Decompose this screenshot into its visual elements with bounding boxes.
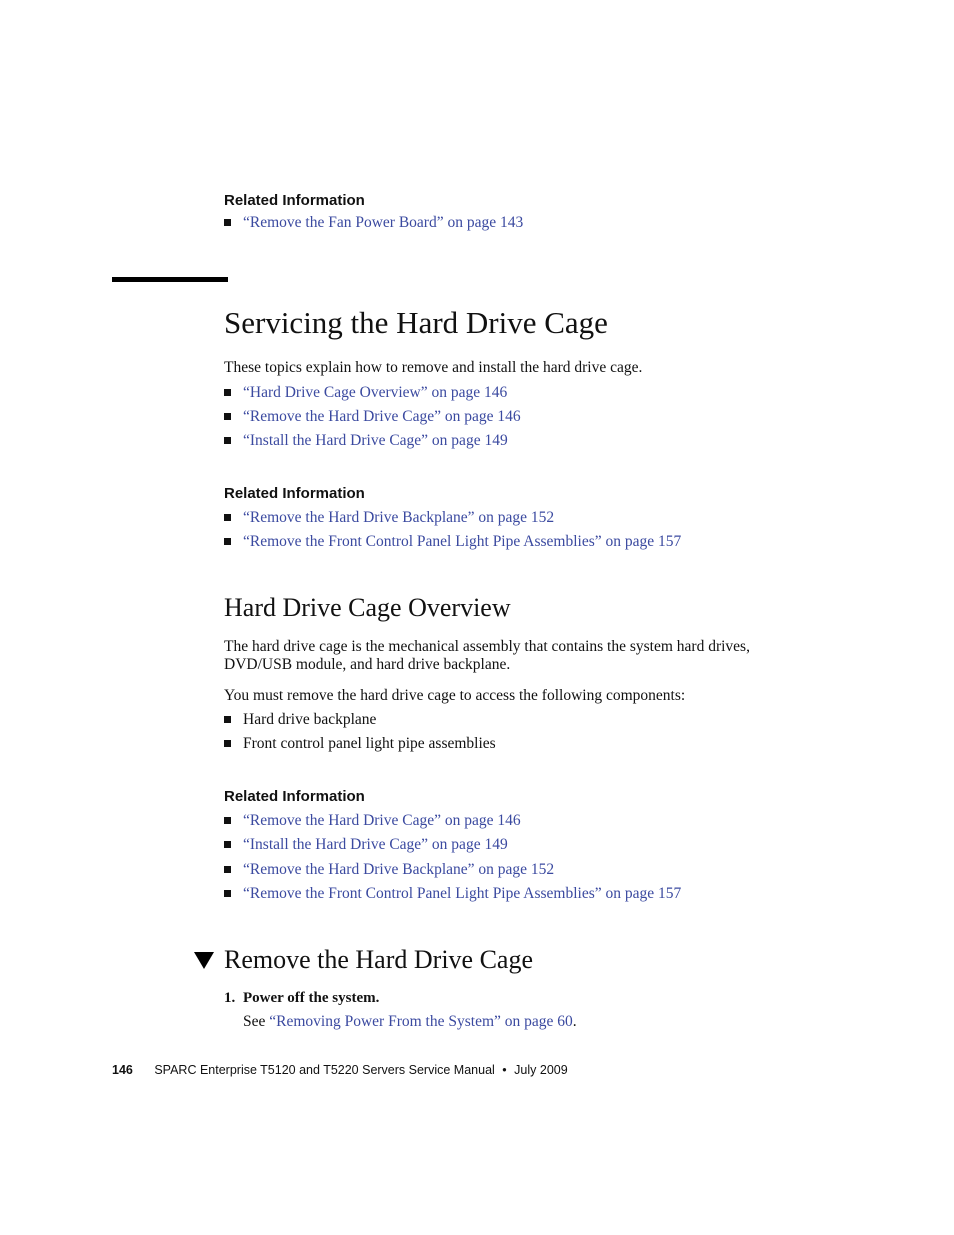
bullet-icon: [224, 413, 231, 420]
link-light-pipe[interactable]: “Remove the Front Control Panel Light Pipe Assemblies” on page 157: [243, 533, 682, 550]
see-period: .: [572, 1013, 577, 1030]
link-backplane[interactable]: “Remove the Hard Drive Backplane” on page 152: [243, 509, 555, 526]
page-footer: [112, 1063, 568, 1077]
bullet-icon: [224, 841, 231, 848]
bullet-icon: [224, 538, 231, 545]
bullet-icon: [224, 219, 231, 226]
footer-separator: •: [502, 1063, 507, 1077]
link-fan-power-board[interactable]: “Remove the Fan Power Board” on page 143: [243, 214, 524, 231]
component-item: Hard drive backplane: [243, 711, 377, 728]
link-overview[interactable]: “Hard Drive Cage Overview” on page 146: [243, 384, 508, 401]
overview-title: Hard Drive Cage Overview: [224, 593, 511, 622]
procedure-triangle-icon: [194, 952, 214, 969]
overview-para2: You must remove the hard drive cage to access the following components:: [224, 687, 686, 704]
bullet-icon: [224, 866, 231, 873]
overview-para-line1: The hard drive cage is the mechanical assembly that contains the system hard drives,: [224, 638, 750, 655]
link-install-cage[interactable]: “Install the Hard Drive Cage” on page 149: [243, 836, 508, 853]
related-info-heading: Related Information: [224, 788, 365, 805]
step-number: 1.: [224, 990, 236, 1006]
step-1: [224, 990, 379, 1007]
bullet-icon: [224, 514, 231, 521]
link-install-cage[interactable]: “Install the Hard Drive Cage” on page 149: [243, 432, 508, 449]
related-info-heading: Related Information: [224, 485, 365, 502]
page-title: Servicing the Hard Drive Cage: [224, 305, 608, 340]
section-rule: [112, 277, 228, 282]
bullet-icon: [224, 817, 231, 824]
related-info-heading: Related Information: [224, 192, 365, 209]
footer-date: July 2009: [514, 1063, 568, 1077]
overview-para-line2: DVD/USB module, and hard drive backplane.: [224, 656, 511, 673]
intro-text: These topics explain how to remove and install the hard drive cage.: [224, 359, 643, 376]
link-backplane[interactable]: “Remove the Hard Drive Backplane” on page 152: [243, 861, 555, 878]
component-item: Front control panel light pipe assemblies: [243, 735, 496, 752]
link-remove-cage[interactable]: “Remove the Hard Drive Cage” on page 146: [243, 812, 521, 829]
link-remove-cage[interactable]: “Remove the Hard Drive Cage” on page 146: [243, 408, 521, 425]
footer-title: SPARC Enterprise T5120 and T5220 Servers Service Manual: [154, 1063, 495, 1077]
bullet-icon: [224, 437, 231, 444]
bullet-icon: [224, 740, 231, 747]
bullet-icon: [224, 890, 231, 897]
link-removing-power[interactable]: “Removing Power From the System” on page 60: [269, 1013, 573, 1030]
procedure-title: Remove the Hard Drive Cage: [224, 945, 534, 974]
step-1-see: [243, 1013, 577, 1031]
see-prefix: See: [243, 1013, 270, 1030]
bullet-icon: [224, 716, 231, 723]
step-text: Power off the system.: [243, 990, 380, 1006]
bullet-icon: [224, 389, 231, 396]
page-number: 146: [112, 1063, 133, 1077]
link-light-pipe[interactable]: “Remove the Front Control Panel Light Pipe Assemblies” on page 157: [243, 885, 682, 902]
